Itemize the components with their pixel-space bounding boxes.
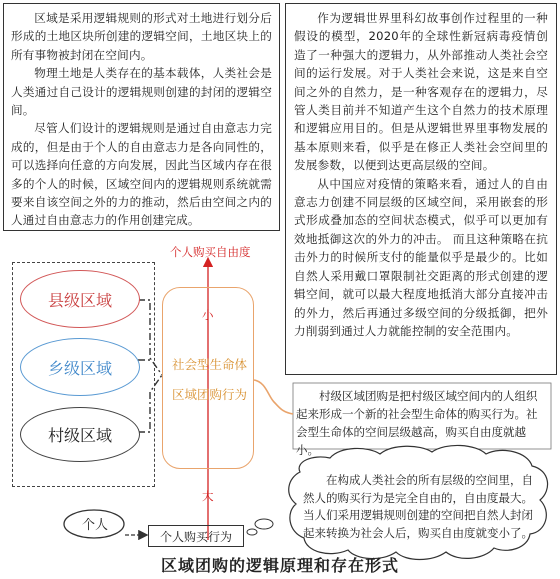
left-paragraph-3: 尽管人们设计的逻辑规则是通过自由意志力完成的，但是由于个人的自由意志力是各向同性的，可以选择向任意的方向发展，因此当区域内存在很多的个人的时候，区域空间内的逻辑规则系统就需要来自该空间之外的力的推动，然后由空间之内的人通过自由意志力的作用创建完成。	[11, 121, 272, 228]
county-level-label: 县级区域	[47, 290, 112, 310]
person-label: 个人	[81, 518, 108, 533]
village-level-ellipse	[20, 407, 140, 462]
county-level-ellipse	[20, 270, 140, 328]
left-paragraph-2: 物理土地是人类存在的基本载体，人类社会是人类通过自己设计的逻辑规则创建的封闭的逻辑空间。	[11, 66, 272, 118]
township-level-ellipse	[20, 338, 140, 396]
axis-title: 个人购买自由度	[170, 245, 251, 259]
diagram-title: 区域团购的逻辑原理和存在形式	[160, 556, 399, 575]
township-level-label: 乡级区域	[47, 358, 112, 378]
cloud-annotation-text: 在构成人类社会的所有层级的空间里，自然人的购买行为是完全自由的，自由度最大。当人们采用逻辑规则创建的空间把自然人封闭起来转换为社会人后，购买自由度就变小了。	[303, 473, 533, 540]
cloud-bubble-small	[247, 529, 257, 535]
personal-purchase-box	[148, 525, 244, 547]
axis-small-label: 小	[202, 308, 214, 322]
cloud-bubble-large	[255, 519, 273, 529]
group-purchase-label: 区域团购行为	[172, 387, 248, 402]
social-organism-label: 社会型生命体	[172, 357, 248, 372]
village-annotation-text: 村级区域团购是把村级区域空间内的人组织起来形成一个新的社会型生命体的购买行为。社会型生命体的空间层级越高，购买自由度就越小。	[296, 389, 538, 457]
right-paragraph-1: 作为逻辑世界里科幻故事创作过程里的一种假设的模型，2020年的全球性新冠病毒疫情创造了一种强大的逻辑力，从外部推动人类社会空间的运行发展。对于人类社会来说，这是来自空间之外的自然力，是一种客观存在的逻辑力，尽管人类目前并不知道产生这个自然力的技术原理和逻辑应用目的。但是从逻辑世界里事物发展的基本原则来看，似乎是在修正人类社会空间里的发展参数，以便到达更高层级的空间。	[294, 11, 548, 173]
curly-connector	[254, 380, 293, 414]
right-paragraph-2: 从中国应对疫情的策略来看，通过人的自由意志力创建不同层级的区域空间，采用嵌套的形式形成叠加态的空间状态模式，似乎可以更加有效地抵御这次的外力的冲击。 而且这种策略在抗击外力的时候所支付的能量似乎是最少的。比如自然人采用戴口罩限制社交距离的形式创建的逻辑空间，就可以最大程度地抵消大部分直接冲击的外力，然后再通过多级空间的分级抵御，把外力削弱到通过人力就能控制的安全范围内。	[294, 176, 548, 338]
personal-purchase-label: 个人购买行为	[159, 529, 232, 544]
village-level-label: 村级区域	[47, 426, 112, 445]
left-paragraph-1: 区域是采用逻辑规则的形式对土地进行划分后形成的土地区块所创建的逻辑空间，土地区块上的所有事物被封闭在空间内。	[11, 11, 272, 62]
axis-large-label: 大	[202, 489, 214, 503]
